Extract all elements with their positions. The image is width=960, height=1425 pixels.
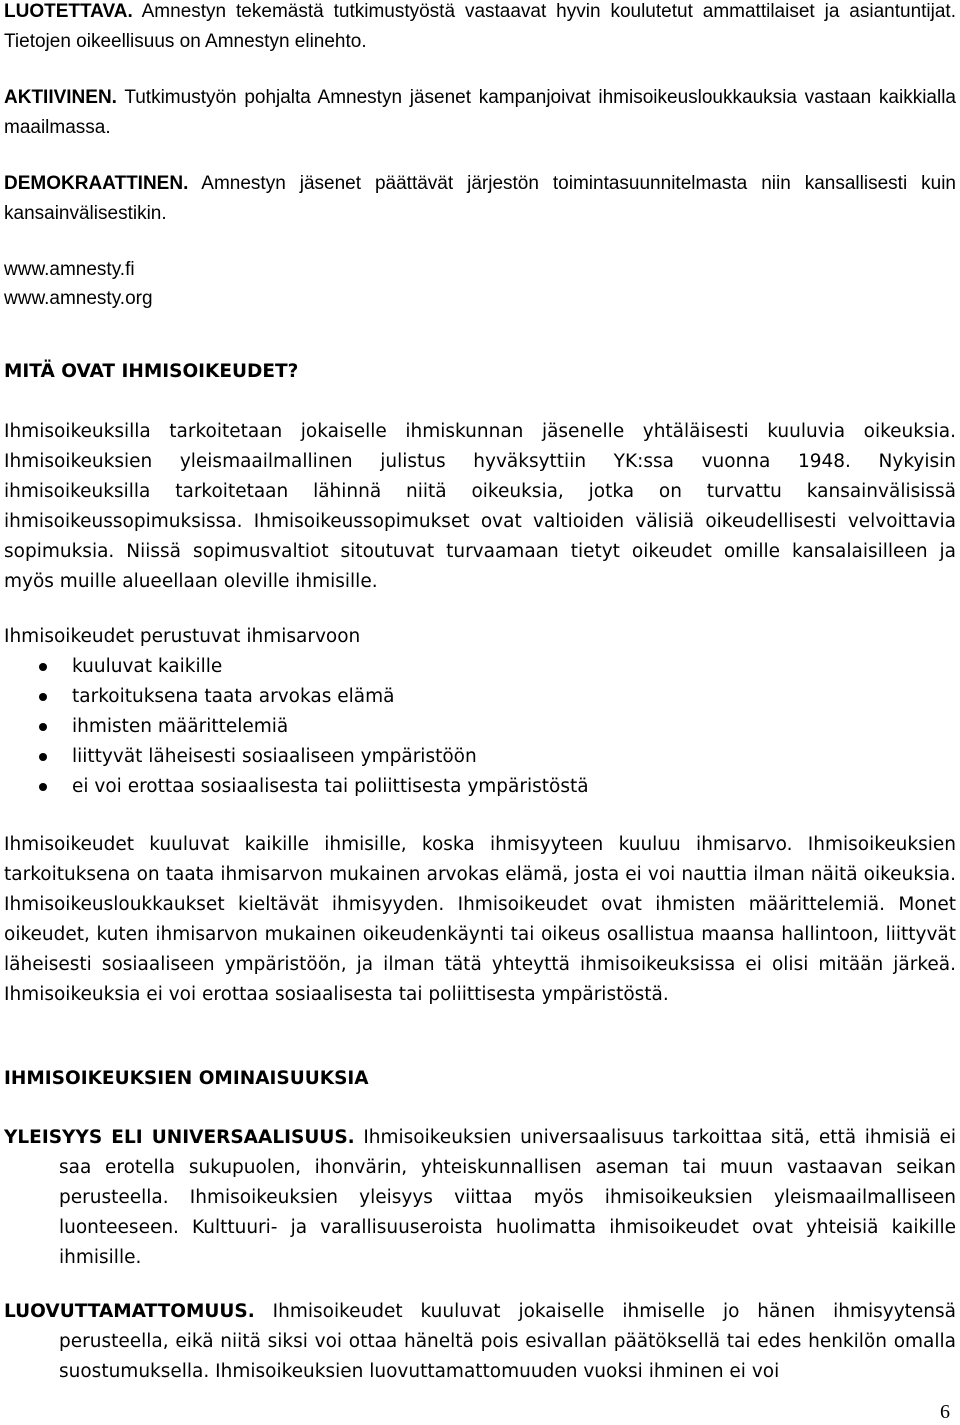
bullet-icon (39, 753, 47, 761)
list-item (4, 652, 589, 682)
link-amnesty-fi[interactable]: www.amnesty.fi (4, 259, 135, 280)
list-intro: Ihmisoikeudet perustuvat ihmisarvoon (4, 626, 361, 647)
section2-heading: IHMISOIKEUKSIEN OMINAISUUKSIA (4, 1068, 369, 1089)
section1-paragraph: Ihmisoikeuksilla tarkoitetaan jokaiselle ihmiskunnan jäsenelle yhtäläisesti kuuluvia oikeuksia. Ihmisoikeuksien yleismaailmallinen julistus hyväksyttiin YK:ssa vuonna 1948. Nykyisin ihmisoikeuksilla tarkoitetaan lähinnä niitä oikeuksia, jotka on turvattu kansainvälisissä ihmisoikeussopimuksissa. Ihmisoikeussopimukset ovat valtioiden välisiä oikeudellisesti velvoittavia sopimuksia. Niissä sopimusvaltiot sitoutuvat turvaamaan tietyt oikeudet omille kansalaisilleen ja myös muille alueellaan oleville ihmisille. (4, 421, 956, 592)
list-item-text: tarkoituksena taata arvokas elämä (72, 686, 395, 707)
term-aktiivinen: AKTIIVINEN. (4, 87, 117, 108)
list-item-text: liittyvät läheisesti sosiaaliseen ympäristöön (72, 746, 477, 767)
list-item (4, 772, 589, 802)
intro-aktiivinen-text: Tutkimustyön pohjalta Amnestyn jäsenet kampanjoivat ihmisoikeusloukkauksia vastaan kaikkialla maailmassa. (4, 87, 956, 138)
list-item (4, 682, 589, 712)
term-demokraattinen: DEMOKRAATTINEN. (4, 173, 189, 194)
property-yleisyys (4, 1123, 956, 1273)
section1-paragraph2: Ihmisoikeudet kuuluvat kaikille ihmisille, koska ihmisyyteen kuuluu ihmisarvo. Ihmisoikeuksien tarkoituksena on taata ihmisarvon mukainen arvokas elämä, josta ei voi nauttia ilman näitä oikeuksia. Ihmisoikeusloukkaukset kieltävät ihmisyyden. Ihmisoikeudet ovat ihmisten määrittelemiä. Monet oikeudet, kuten ihmisarvon mukainen oikeudenkäynti tai oikeus osallistua maansa hallintoon, liittyvät läheisesti sosiaaliseen ympäristöön, ja ilman tätä yhteyttä ihmisoikeuksissa ei olisi mitään järkeä. Ihmisoikeuksia ei voi erottaa sosiaalisesta tai poliittisesta ympäristöstä. (4, 834, 956, 1005)
property-yleisyys-text: Ihmisoikeuksien universaalisuus tarkoittaa sitä, että ihmisiä ei saa erotella sukupuolen, ihonvärin, yhteiskunnallisen aseman tai muun vastaavan seikan perusteella. Ihmisoikeuksien yleisyys viittaa myös ihmisoikeuksien yleismaailmalliseen luonteeseen. Kulttuuri- ja varallisuuseroista huolimatta ihmisoikeudet ovat yhteisiä kaikille ihmisille. (59, 1127, 956, 1268)
intro-demokraattinen (4, 169, 956, 229)
page-number: 6 (940, 1401, 950, 1423)
bullet-icon (39, 693, 47, 701)
bullet-icon (39, 663, 47, 671)
property-luovuttamattomuus (4, 1297, 956, 1387)
bullet-icon (39, 783, 47, 791)
term-yleisyys: YLEISYYS ELI UNIVERSAALISUUS. (4, 1127, 355, 1148)
list-item-text: ihmisten määrittelemiä (72, 716, 289, 737)
intro-aktiivinen (4, 83, 956, 143)
list-item (4, 712, 589, 742)
list-item (4, 742, 589, 772)
list-item-text: ei voi erottaa sosiaalisesta tai poliittisesta ympäristöstä (72, 776, 589, 797)
section1-heading: MITÄ OVAT IHMISOIKEUDET? (4, 361, 299, 382)
term-luovuttamattomuus: LUOVUTTAMATTOMUUS. (4, 1301, 255, 1322)
list-item-text: kuuluvat kaikille (72, 656, 223, 677)
bullet-icon (39, 723, 47, 731)
intro-demokraattinen-text: Amnestyn jäsenet päättävät järjestön toimintasuunnitelmasta niin kansallisesti kuin kansainvälisestikin. (4, 173, 956, 224)
property-luovuttamattomuus-text: Ihmisoikeudet kuuluvat jokaiselle ihmiselle jo hänen ihmisyytensä perusteella, eikä niitä siksi voi ottaa häneltä pois esivallan päätöksellä tai edes henkilön omalla suostumuksella. Ihmisoikeuksien luovuttamattomuuden vuoksi ihminen ei voi (59, 1301, 956, 1382)
intro-luotettava (4, 0, 956, 57)
intro-luotettava-text: Amnestyn tekemästä tutkimustyöstä vastaavat hyvin koulutetut ammattilaiset ja asiantuntijat. Tietojen oikeellisuus on Amnestyn elinehto. (4, 1, 956, 52)
link-amnesty-org[interactable]: www.amnesty.org (4, 288, 153, 309)
bullet-list (4, 652, 589, 802)
term-luotettava: LUOTETTAVA. (4, 1, 133, 22)
